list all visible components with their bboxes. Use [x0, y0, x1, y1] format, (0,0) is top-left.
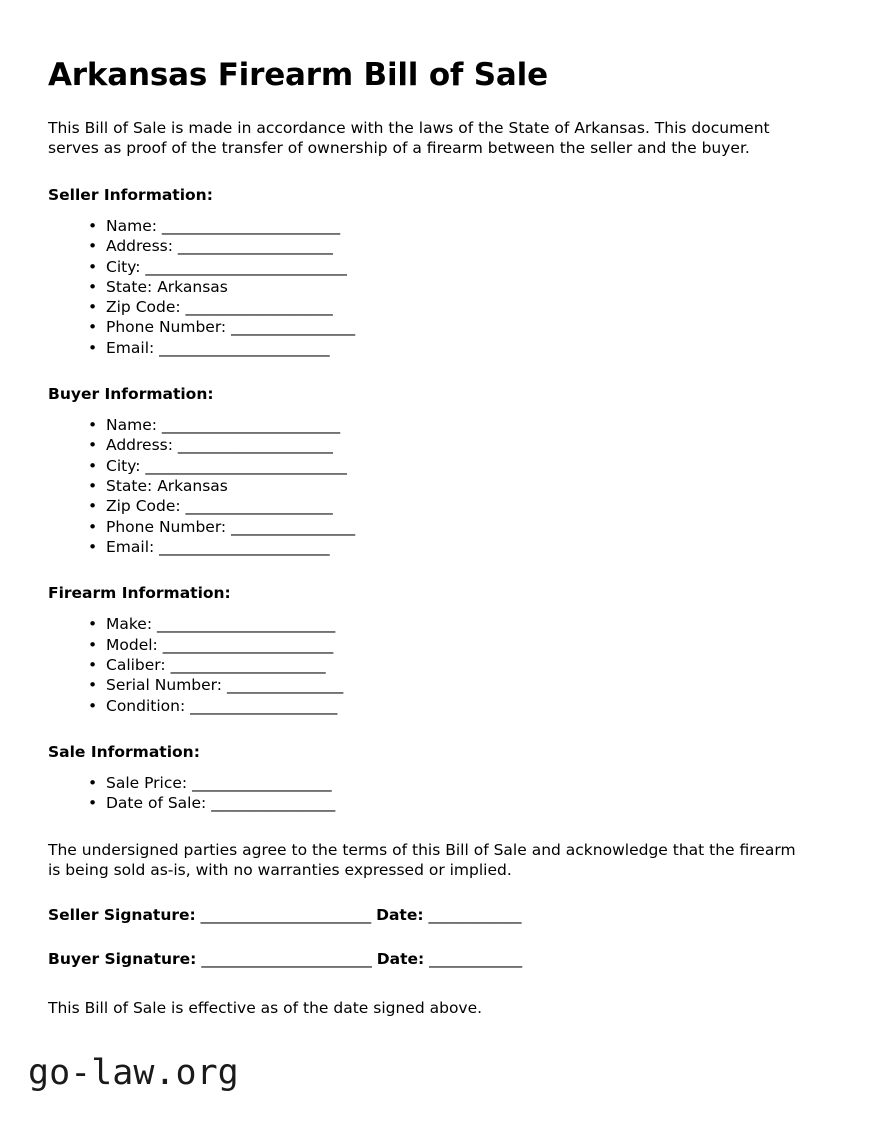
field-blank-line[interactable]: ___________________ — [190, 696, 338, 715]
field-label: Make: — [106, 615, 153, 634]
field-blank-line[interactable]: _______________________ — [161, 216, 341, 235]
buyer-signature-blank-line[interactable]: ______________________ — [201, 950, 372, 969]
field-firearm-model — [88, 635, 800, 655]
field-buyer-phone-number — [88, 517, 800, 537]
field-buyer-state — [88, 476, 800, 496]
seller-information-fields — [48, 205, 800, 358]
field-blank-line[interactable]: _______________________ — [157, 615, 336, 634]
field-label: Address: — [106, 436, 173, 455]
field-buyer-city — [88, 456, 800, 476]
field-buyer-name — [88, 415, 800, 435]
field-blank-line[interactable]: ____________________ — [177, 237, 333, 256]
field-label: Phone Number: — [106, 517, 227, 536]
field-label: Name: — [106, 216, 157, 235]
field-blank-line[interactable]: ______________________ — [159, 537, 330, 556]
field-firearm-make — [88, 614, 800, 634]
buyer-signature-row — [48, 925, 800, 970]
field-label: Zip Code: — [106, 497, 181, 516]
field-value: Arkansas — [157, 277, 228, 296]
field-sale-price — [88, 773, 800, 793]
buyer-information-fields — [48, 404, 800, 557]
field-label: Address: — [106, 237, 173, 256]
field-label: Phone Number: — [106, 318, 227, 337]
field-label: Sale Price: — [106, 774, 188, 793]
field-blank-line[interactable]: ______________________ — [159, 338, 330, 357]
field-blank-line[interactable]: ________________ — [231, 517, 356, 536]
field-date-of-sale — [88, 793, 800, 813]
field-blank-line[interactable]: ______________________ — [162, 635, 334, 654]
agreement-paragraph: The undersigned parties agree to the terms of this Bill of Sale and acknowledge that the firearm is being sold as-is, with no warranties expressed or implied. — [48, 840, 796, 880]
field-seller-phone-number — [88, 317, 800, 337]
field-label: City: — [106, 257, 141, 276]
seller-date-blank-line[interactable]: ____________ — [428, 905, 522, 924]
field-firearm-serial-number — [88, 675, 800, 695]
seller-date-label: Date: — [376, 905, 424, 924]
buyer-information-heading: Buyer Information: — [48, 385, 214, 404]
page-title: Arkansas Firearm Bill of Sale — [48, 57, 548, 93]
seller-signature-blank-line[interactable]: ______________________ — [200, 905, 372, 924]
intro-paragraph: This Bill of Sale is made in accordance with the laws of the State of Arkansas. This document serves as proof of the transfer of ownership of a firearm between the seller and the buyer. — [48, 118, 770, 158]
field-seller-city — [88, 257, 800, 277]
field-blank-line[interactable]: __________________________ — [145, 456, 347, 475]
field-label: Email: — [106, 537, 155, 556]
field-seller-state — [88, 277, 800, 297]
field-seller-email — [88, 338, 800, 358]
field-blank-line[interactable]: ________________ — [211, 794, 336, 813]
field-blank-line[interactable]: ___________________ — [185, 298, 333, 317]
field-blank-line[interactable]: _______________________ — [161, 416, 341, 435]
field-label: Zip Code: — [106, 298, 181, 317]
field-label: Caliber: — [106, 656, 166, 674]
buyer-signature-label: Buyer Signature: — [48, 950, 197, 969]
document-content — [48, 0, 800, 1019]
field-seller-zip-code — [88, 297, 800, 317]
field-blank-line[interactable]: _______________ — [226, 676, 344, 695]
field-label: Model: — [106, 635, 158, 654]
buyer-date-blank-line[interactable]: ____________ — [429, 950, 523, 969]
field-buyer-email — [88, 537, 800, 557]
field-label: Serial Number: — [106, 676, 223, 695]
field-blank-line[interactable]: __________________________ — [145, 257, 347, 276]
seller-signature-label: Seller Signature: — [48, 905, 196, 924]
field-firearm-caliber — [88, 655, 800, 675]
field-label: Email: — [106, 338, 155, 357]
field-value: Arkansas — [157, 477, 228, 496]
field-label: Condition: — [106, 696, 186, 715]
firearm-information-fields — [48, 603, 800, 715]
field-seller-name — [88, 216, 800, 236]
seller-information-heading: Seller Information: — [48, 185, 213, 204]
field-blank-line[interactable]: ___________________ — [185, 497, 333, 516]
field-blank-line[interactable]: ____________________ — [170, 656, 326, 674]
field-label: City: — [106, 456, 141, 475]
site-watermark: go-law.org — [28, 1053, 239, 1093]
field-label: State: — [106, 277, 153, 296]
field-buyer-address — [88, 435, 800, 455]
seller-signature-row — [48, 881, 800, 926]
field-label: Date of Sale: — [106, 794, 207, 813]
field-blank-line[interactable]: ____________________ — [177, 436, 333, 455]
sale-information-fields — [48, 762, 800, 814]
field-blank-line[interactable]: ________________ — [231, 318, 356, 337]
effective-date-paragraph: This Bill of Sale is effective as of the date signed above. — [48, 999, 483, 1017]
field-label: State: — [106, 477, 153, 496]
firearm-information-heading: Firearm Information: — [48, 584, 231, 603]
buyer-date-label: Date: — [376, 950, 425, 969]
field-seller-address — [88, 236, 800, 256]
field-buyer-zip-code — [88, 496, 800, 516]
field-firearm-condition — [88, 696, 800, 716]
field-label: Name: — [106, 416, 157, 435]
sale-information-heading: Sale Information: — [48, 742, 200, 761]
field-blank-line[interactable]: __________________ — [192, 774, 332, 793]
